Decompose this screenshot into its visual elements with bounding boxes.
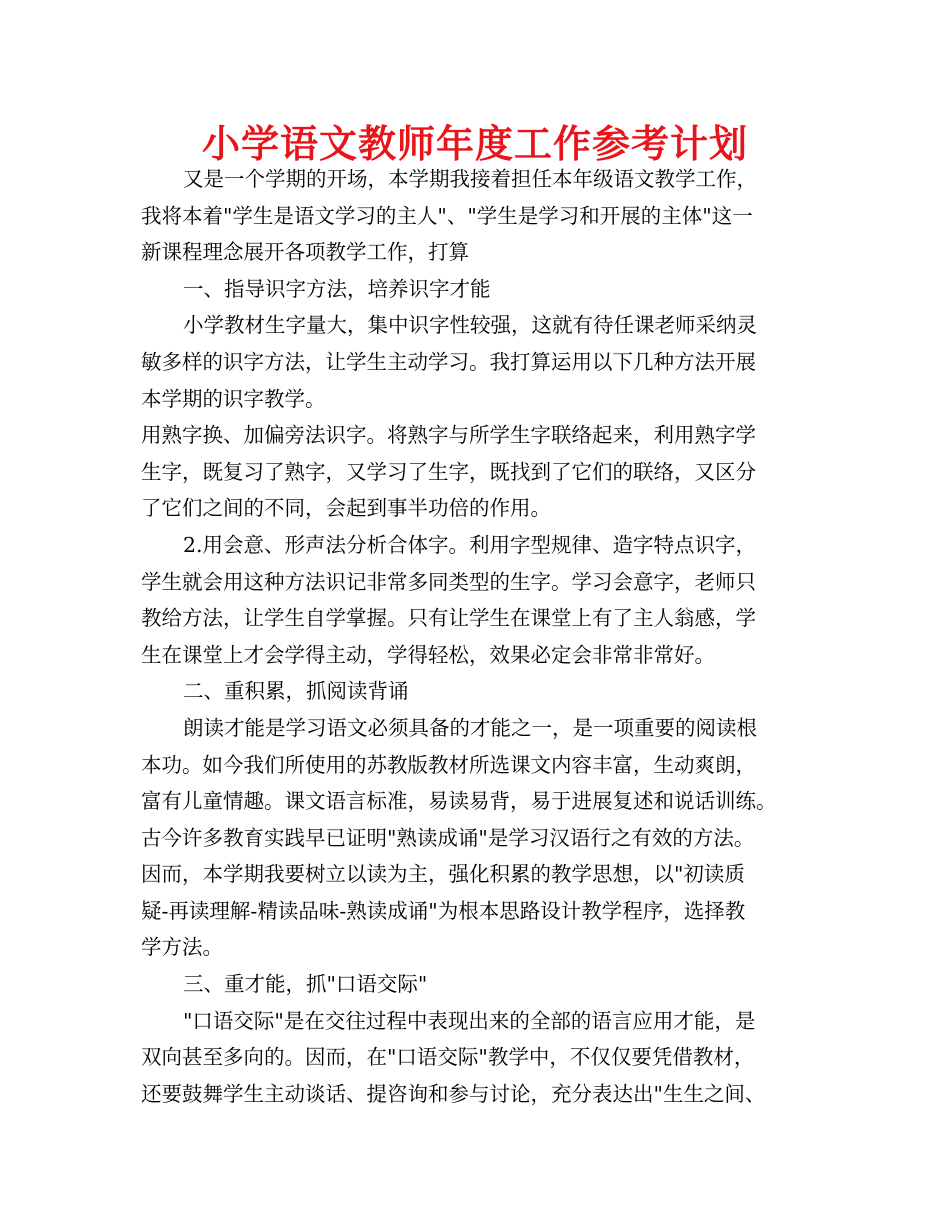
document-title: 小学语文教师年度工作参考计划 (201, 122, 748, 166)
text-line: 学生就会用这种方法识记非常多同类型的生字。学习会意字，老师只 (141, 569, 756, 594)
text-line: 因而，本学期我要树立以读为主，强化积累的教学思想，以"初读质 (141, 862, 745, 887)
text-line: 学方法。 (141, 935, 223, 960)
text-line: 疑-再读理解-精读品味-熟读成诵"为根本思路设计教学程序，选择教 (141, 898, 746, 923)
text-line: 二、重积累，抓阅读背诵 (183, 679, 409, 704)
text-line: 2.用会意、形声法分析合体字。利用字型规律、造字特点识字， (183, 532, 757, 557)
text-line: 小学教材生字量大，集中识字性较强，这就有待任课老师采纳灵 (183, 313, 757, 338)
text-line: 敏多样的识字方法，让学生主动学习。我打算运用以下几种方法开展 (141, 349, 756, 374)
text-line: 了它们之间的不同，会起到事半功倍的作用。 (141, 496, 551, 521)
text-line: "口语交际"是在交往过程中表现出来的全部的语言应用才能，是 (183, 1008, 756, 1033)
text-line: 我将本着"学生是语文学习的主人"、"学生是学习和开展的主体"这一 (141, 203, 753, 228)
text-line: 本功。如今我们所使用的苏教版教材所选课文内容丰富，生动爽朗， (141, 752, 756, 777)
text-line: 一、指导识字方法，培养识字才能 (183, 276, 491, 301)
text-line: 生在课堂上才会学得主动，学得轻松，效果必定会非常非常好。 (141, 642, 715, 667)
text-line: 朗读才能是学习语文必须具备的才能之一，是一项重要的阅读根 (183, 715, 757, 740)
text-line: 新课程理念展开各项教学工作，打算 (141, 240, 469, 265)
text-line: 又是一个学期的开场，本学期我接着担任本年级语文教学工作， (183, 167, 757, 191)
text-line: 生字，既复习了熟字，又学习了生字，既找到了它们的联络，又区分 (141, 459, 756, 484)
text-line: 富有儿童情趣。课文语言标准，易读易背，易于进展复述和说话训练。 (141, 789, 777, 814)
text-line: 双向甚至多向的。因而，在"口语交际"教学中，不仅仅要凭借教材， (141, 1045, 755, 1070)
document-body (141, 161, 831, 1112)
text-line: 三、重才能，抓"口语交际" (183, 972, 428, 997)
text-line: 用熟字换、加偏旁法识字。将熟字与所学生字联络起来，利用熟字学 (141, 423, 756, 448)
text-line: 本学期的识字教学。 (141, 386, 326, 411)
text-line: 还要鼓舞学生主动谈话、提咨询和参与讨论，充分表达出"生生之间、 (141, 1081, 766, 1106)
text-line: 教给方法，让学生自学掌握。只有让学生在课堂上有了主人翁感，学 (141, 606, 756, 631)
text-line: 古今许多教育实践早已证明"熟读成诵"是学习汉语行之有效的方法。 (141, 825, 755, 850)
